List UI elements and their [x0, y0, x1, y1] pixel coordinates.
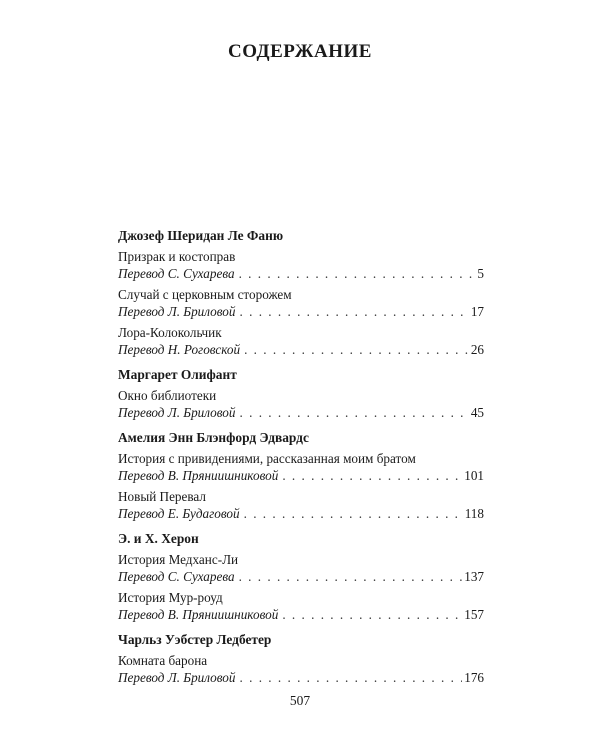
work-title: Призрак и костоправ	[118, 249, 236, 264]
page-title: СОДЕРЖАНИЕ	[228, 41, 372, 62]
page-number: 26	[470, 342, 484, 357]
toc-entry	[118, 652, 484, 686]
work-title: История Медханс-Ли	[118, 552, 239, 567]
translator-row	[118, 467, 484, 484]
toc-section	[118, 631, 484, 686]
translator-row	[118, 303, 484, 320]
toc-entry	[118, 286, 484, 320]
author-name: Джозеф Шеридан Ле Фаню	[118, 228, 284, 243]
dot-leader	[239, 568, 463, 585]
toc-section	[118, 227, 484, 358]
dot-leader	[240, 303, 469, 320]
translator-row	[118, 341, 484, 358]
work-title: История с привидениями, рассказанная моим братом	[118, 451, 416, 466]
work-title: Случай с церковным сторожем	[118, 287, 292, 302]
translator-row	[118, 606, 484, 623]
toc-section	[118, 530, 484, 623]
work-title: Комната барона	[118, 653, 208, 668]
author-name: Маргарет Олифант	[118, 367, 237, 382]
page-number: 101	[464, 468, 484, 483]
translator: Перевод В. Пряниишниковой	[118, 607, 279, 622]
dot-leader	[244, 341, 469, 358]
toc-entry	[118, 248, 484, 282]
dot-leader	[282, 606, 462, 623]
dot-leader	[239, 265, 476, 282]
toc-entry	[118, 450, 484, 484]
translator: Перевод Е. Будаговой	[118, 506, 240, 521]
table-of-contents	[118, 227, 484, 686]
translator: Перевод В. Пряниишниковой	[118, 468, 279, 483]
dot-leader	[244, 505, 463, 522]
toc-entry	[118, 589, 484, 623]
toc-entry	[118, 488, 484, 522]
toc-entry	[118, 324, 484, 358]
translator: Перевод С. Сухарева	[118, 569, 235, 584]
author-name: Э. и Х. Херон	[118, 531, 199, 546]
work-title: Окно библиотеки	[118, 388, 217, 403]
toc-section	[118, 366, 484, 421]
translator-row	[118, 265, 484, 282]
page-number: 157	[464, 607, 484, 622]
work-title: Новый Перевал	[118, 489, 206, 504]
toc-entry	[118, 551, 484, 585]
dot-leader	[240, 404, 469, 421]
toc-entry	[118, 387, 484, 421]
author-name: Амелия Энн Блэнфорд Эдвардс	[118, 430, 309, 445]
page-number: 176	[464, 670, 484, 685]
page-number: 137	[464, 569, 484, 584]
work-title: История Мур-роуд	[118, 590, 223, 605]
page-folio: 507	[289, 693, 311, 708]
dot-leader	[282, 467, 462, 484]
translator: Перевод С. Сухарева	[118, 266, 235, 281]
work-title: Лора-Колокольчик	[118, 325, 222, 340]
page-number: 45	[470, 405, 484, 420]
dot-leader	[240, 669, 463, 686]
page-number: 5	[477, 266, 484, 281]
translator-row	[118, 669, 484, 686]
translator: Перевод Л. Бриловой	[118, 670, 236, 685]
translator: Перевод Н. Роговской	[118, 342, 241, 357]
translator: Перевод Л. Бриловой	[118, 304, 236, 319]
author-name: Чарльз Уэбстер Ледбетер	[118, 632, 272, 647]
translator-row	[118, 568, 484, 585]
toc-section	[118, 429, 484, 522]
translator-row	[118, 404, 484, 421]
translator-row	[118, 505, 484, 522]
translator: Перевод Л. Бриловой	[118, 405, 236, 420]
page-number: 17	[470, 304, 484, 319]
page-number: 118	[464, 506, 484, 521]
